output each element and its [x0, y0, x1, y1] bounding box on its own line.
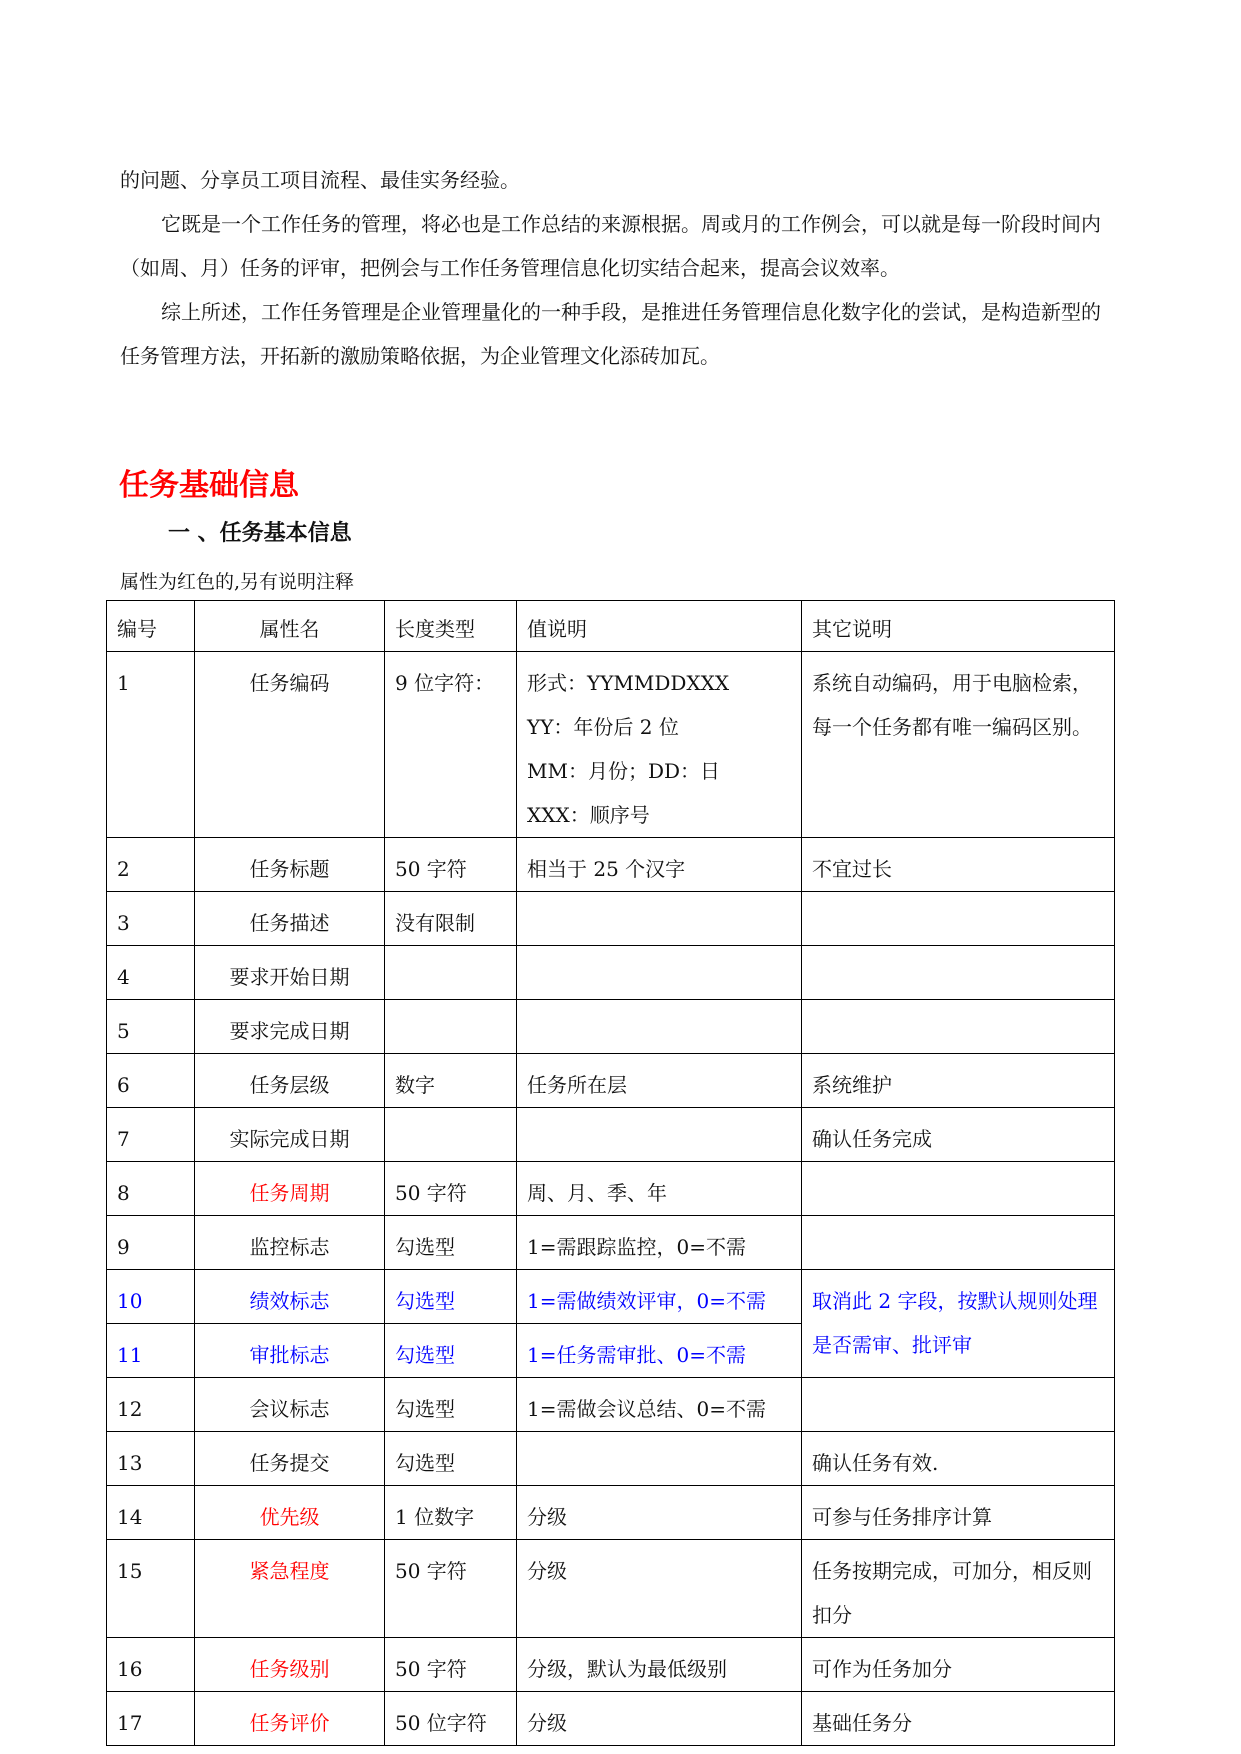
header-name: 属性名: [195, 601, 385, 652]
cell-values: 1=需做绩效评审，0=不需: [517, 1270, 802, 1324]
table-row: [107, 1270, 1115, 1324]
cell-note: 系统维护: [802, 1054, 1115, 1108]
cell-note: 不宜过长: [802, 838, 1115, 892]
header-type: 长度类型: [385, 601, 517, 652]
cell-note: 系统自动编码，用于电脑检索，每一个任务都有唯一编码区别。: [802, 652, 1115, 838]
cell-name: 紧急程度: [195, 1540, 385, 1638]
table-row: [107, 1638, 1115, 1692]
cell-name: 要求完成日期: [195, 1000, 385, 1054]
value-line: MM：月份；DD：日: [527, 759, 721, 783]
cell-type: 勾选型: [385, 1216, 517, 1270]
table-row: [107, 838, 1115, 892]
cell-note: [802, 1162, 1115, 1216]
header-values: 值说明: [517, 601, 802, 652]
cell-no: 11: [107, 1324, 195, 1378]
cell-no: 14: [107, 1486, 195, 1540]
cell-name: 任务评价: [195, 1692, 385, 1746]
cell-note: 基础任务分: [802, 1692, 1115, 1746]
table-row: [107, 1378, 1115, 1432]
cell-no: 10: [107, 1270, 195, 1324]
cell-note: [802, 1000, 1115, 1054]
cell-no: 15: [107, 1540, 195, 1638]
table-header-row: [107, 601, 1115, 652]
cell-type: 勾选型: [385, 1270, 517, 1324]
cell-no: 1: [107, 652, 195, 838]
cell-name: 任务层级: [195, 1054, 385, 1108]
cell-values: [517, 946, 802, 1000]
cell-no: 2: [107, 838, 195, 892]
attribute-table: [106, 600, 1115, 1746]
table-row: [107, 1162, 1115, 1216]
cell-no: 8: [107, 1162, 195, 1216]
table-row: [107, 1486, 1115, 1540]
section-heading: 任务基础信息: [119, 468, 299, 503]
table-row: [107, 1000, 1115, 1054]
cell-name: 任务提交: [195, 1432, 385, 1486]
cell-type: 数字: [385, 1054, 517, 1108]
table-row: [107, 1540, 1115, 1638]
cell-type: 勾选型: [385, 1432, 517, 1486]
cell-type: 50 字符: [385, 1162, 517, 1216]
cell-no: 17: [107, 1692, 195, 1746]
cell-name: 任务周期: [195, 1162, 385, 1216]
cell-no: 4: [107, 946, 195, 1000]
cell-name: 任务级别: [195, 1638, 385, 1692]
cell-type: 勾选型: [385, 1324, 517, 1378]
cell-name: 实际完成日期: [195, 1108, 385, 1162]
table-row: [107, 652, 1115, 838]
value-line: YY：年份后 2 位: [527, 715, 679, 739]
cell-values: 任务所在层: [517, 1054, 802, 1108]
cell-values: 周、月、季、年: [517, 1162, 802, 1216]
cell-note-merged: 取消此 2 字段，按默认规则处理是否需审、批评审: [802, 1270, 1115, 1378]
value-line: XXX：顺序号: [527, 803, 650, 827]
cell-note: [802, 1378, 1115, 1432]
cell-values: [517, 1432, 802, 1486]
cell-name: 绩效标志: [195, 1270, 385, 1324]
cell-note: [802, 946, 1115, 1000]
paragraph-summary: 综上所述，工作任务管理是企业管理量化的一种手段，是推进任务管理信息化数字化的尝试，是构造新型的任务管理方法，开拓新的激励策略依据，为企业管理文化添砖加瓦。: [120, 300, 1101, 368]
cell-values: 分级: [517, 1540, 802, 1638]
cell-name: 任务标题: [195, 838, 385, 892]
cell-note: [802, 892, 1115, 946]
cell-note: [802, 1216, 1115, 1270]
cell-type: [385, 946, 517, 1000]
cell-note: 可参与任务排序计算: [802, 1486, 1115, 1540]
cell-type: [385, 1108, 517, 1162]
cell-no: 3: [107, 892, 195, 946]
paragraph-task-management: 它既是一个工作任务的管理，将必也是工作总结的来源根据。周或月的工作例会，可以就是每一阶段时间内（如周、月）任务的评审，把例会与工作任务管理信息化切实结合起来，提高会议效率。: [120, 212, 1101, 280]
cell-no: 12: [107, 1378, 195, 1432]
table-row: [107, 1108, 1115, 1162]
table-row: [107, 946, 1115, 1000]
cell-values: [517, 652, 802, 838]
cell-values: 相当于 25 个汉字: [517, 838, 802, 892]
cell-note: 确认任务有效.: [802, 1432, 1115, 1486]
cell-type: 50 字符: [385, 1638, 517, 1692]
cell-name: 监控标志: [195, 1216, 385, 1270]
cell-type: 没有限制: [385, 892, 517, 946]
cell-no: 13: [107, 1432, 195, 1486]
cell-values: [517, 892, 802, 946]
cell-type: 1 位数字: [385, 1486, 517, 1540]
cell-no: 9: [107, 1216, 195, 1270]
cell-no: 5: [107, 1000, 195, 1054]
cell-type: 9 位字符：: [385, 652, 517, 838]
paragraph-continued: 的问题、分享员工项目流程、最佳实务经验。: [120, 168, 520, 192]
cell-values: 1=任务需审批、0=不需: [517, 1324, 802, 1378]
cell-name: 任务描述: [195, 892, 385, 946]
cell-type: 50 字符: [385, 838, 517, 892]
cell-type: [385, 1000, 517, 1054]
cell-name: 优先级: [195, 1486, 385, 1540]
cell-name: 任务编码: [195, 652, 385, 838]
table-row: [107, 1054, 1115, 1108]
subsection-heading: 一 、任务基本信息: [168, 521, 352, 546]
cell-values: 分级，默认为最低级别: [517, 1638, 802, 1692]
cell-type: 50 位字符: [385, 1692, 517, 1746]
cell-no: 16: [107, 1638, 195, 1692]
table-row: [107, 1216, 1115, 1270]
cell-note: 可作为任务加分: [802, 1638, 1115, 1692]
cell-name: 要求开始日期: [195, 946, 385, 1000]
table-caption: 属性为红色的,另有说明注释: [120, 571, 355, 593]
cell-values: 分级: [517, 1692, 802, 1746]
cell-values: 分级: [517, 1486, 802, 1540]
cell-type: 50 字符: [385, 1540, 517, 1638]
cell-type: 勾选型: [385, 1378, 517, 1432]
value-line: 形式：YYMMDDXXX: [527, 671, 730, 695]
cell-no: 7: [107, 1108, 195, 1162]
header-no: 编号: [107, 601, 195, 652]
cell-values: 1=需跟踪监控，0=不需: [517, 1216, 802, 1270]
header-note: 其它说明: [802, 601, 1115, 652]
cell-name: 审批标志: [195, 1324, 385, 1378]
table-row: [107, 1692, 1115, 1746]
cell-no: 6: [107, 1054, 195, 1108]
cell-note: 任务按期完成，可加分，相反则扣分: [802, 1540, 1115, 1638]
cell-values: 1=需做会议总结、0=不需: [517, 1378, 802, 1432]
table-row: [107, 1432, 1115, 1486]
cell-values: [517, 1000, 802, 1054]
cell-note: 确认任务完成: [802, 1108, 1115, 1162]
table-row: [107, 892, 1115, 946]
cell-values: [517, 1108, 802, 1162]
cell-name: 会议标志: [195, 1378, 385, 1432]
